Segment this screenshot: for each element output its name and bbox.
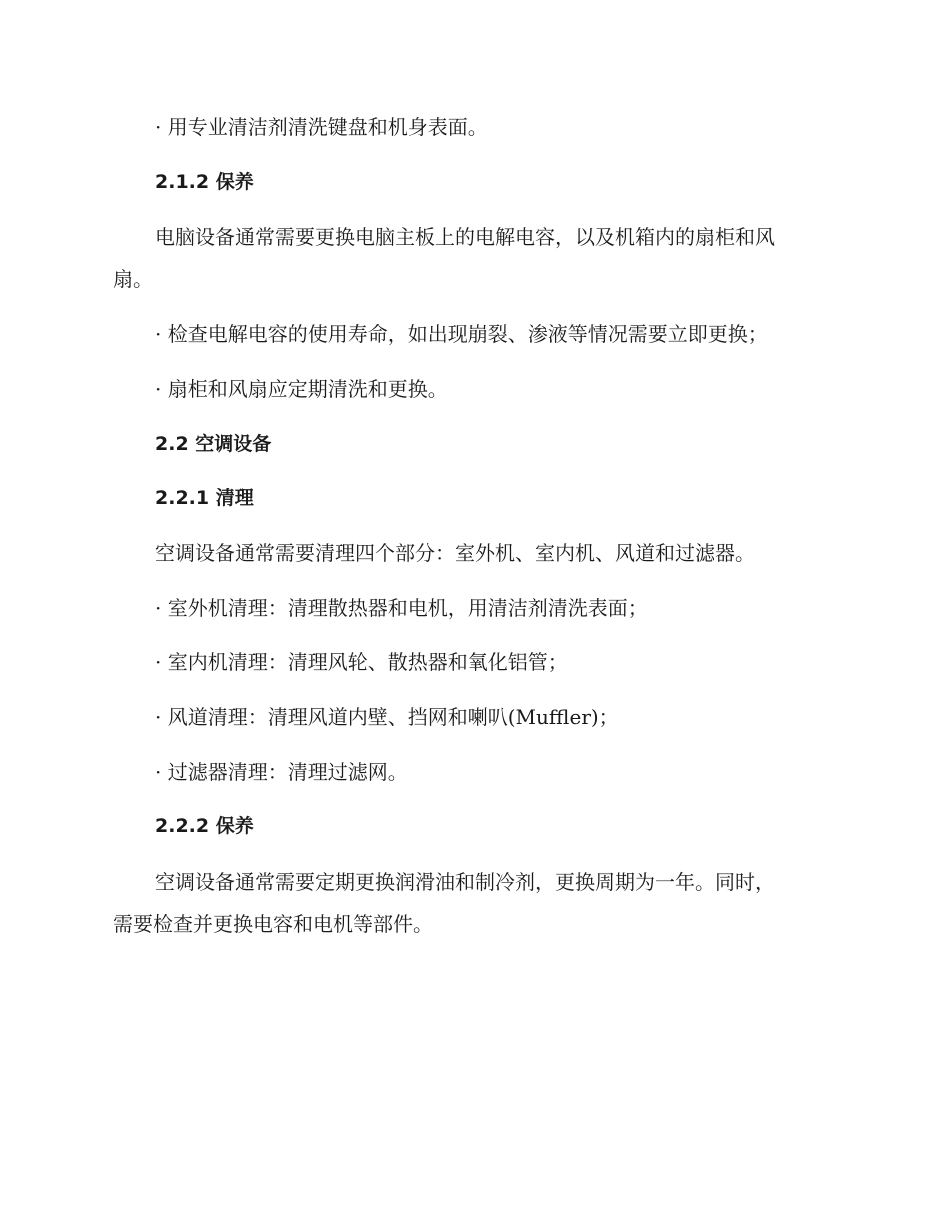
section-heading-2-2: 2.2 空调设备 (155, 433, 272, 455)
paragraph-line: 空调设备通常需要定期更换润滑油和制冷剂，更换周期为一年。同时， (155, 870, 775, 894)
bullet-line-air-duct: · 风道清理：清理风道内壁、挡网和喇叭(Muffler)； (155, 705, 619, 729)
section-heading-2-1-2: 2.1.2 保养 (155, 171, 254, 193)
bullet-line-filter: · 过滤器清理：清理过滤网。 (155, 760, 408, 784)
paragraph-line: 需要检查并更换电容和电机等部件。 (113, 912, 433, 936)
section-heading-2-2-1: 2.2.1 清理 (155, 487, 254, 509)
bullet-line-fan: · 扇柜和风扇应定期清洗和更换。 (155, 377, 448, 401)
section-heading-2-2-2: 2.2.2 保养 (155, 815, 254, 837)
bullet-line-outdoor-unit: · 室外机清理：清理散热器和电机，用清洁剂清洗表面； (155, 596, 648, 620)
bullet-line-indoor-unit: · 室内机清理：清理风轮、散热器和氧化铝管； (155, 650, 568, 674)
bullet-line-capacitor: · 检查电解电容的使用寿命，如出现崩裂、渗液等情况需要立即更换； (155, 322, 768, 346)
paragraph-line: 扇。 (113, 267, 153, 291)
paragraph-line: 电脑设备通常需要更换电脑主板上的电解电容，以及机箱内的扇柜和风 (155, 225, 775, 249)
paragraph-line: 空调设备通常需要清理四个部分：室外机、室内机、风道和过滤器。 (155, 541, 755, 565)
bullet-line-clean-keyboard: · 用专业清洁剂清洗键盘和机身表面。 (155, 115, 488, 139)
